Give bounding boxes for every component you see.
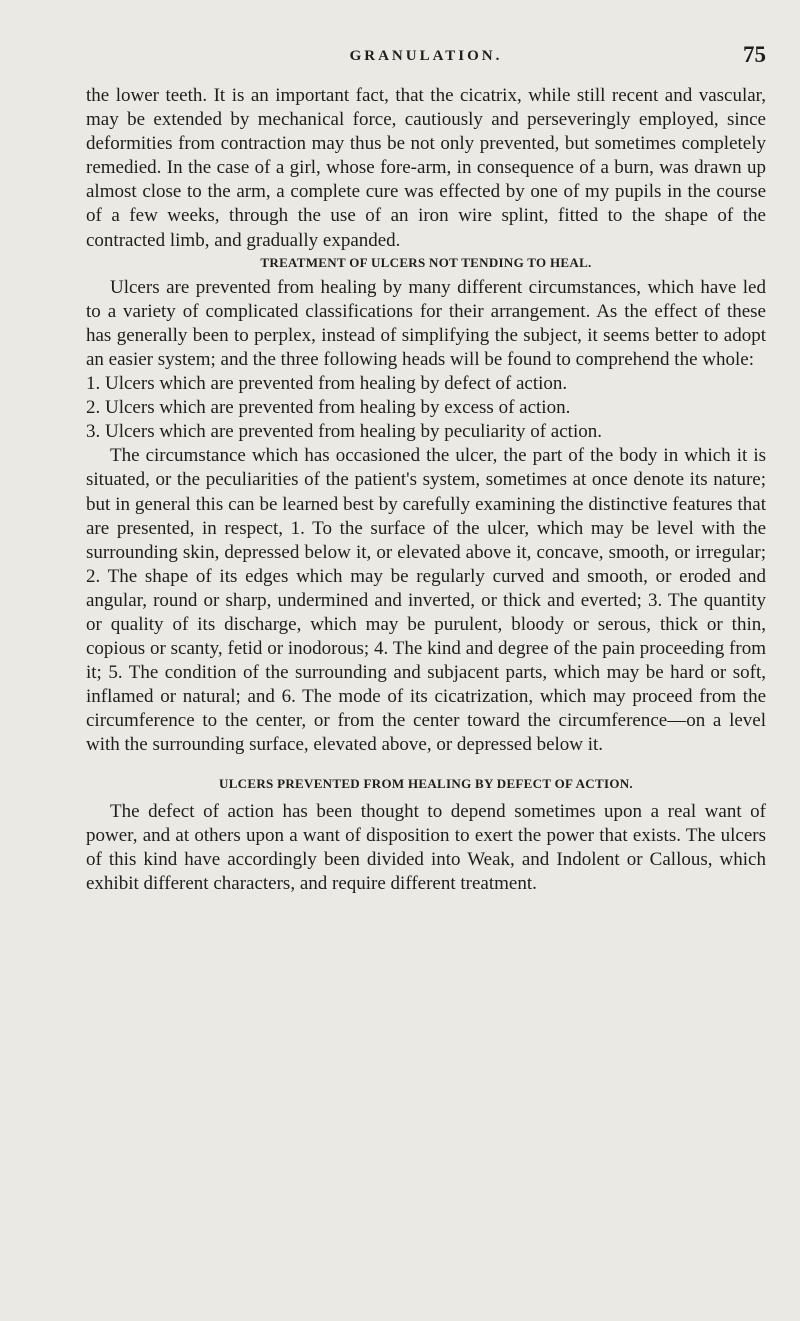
running-title: GRANULATION. [349, 48, 503, 64]
list-item: 3. Ulcers which are prevented from healing by peculiarity of action. [86, 421, 602, 443]
paragraph: Ulcers are prevented from healing by many different circumstances, which have led to a variety of complicated classifications for their arrangement. As the effect of these has generally been to perplex, instead of simplifying the subject, it seems better to adopt an easier system; and the three following heads will be found to comprehend the whole: [86, 276, 766, 370]
paragraph: the lower teeth. It is an important fact, that the cicatrix, while still recent and vascular, may be extended by mechanical force, cautiously and perseveringly employed, since deformities from contraction may thus be not only prevented, but sometimes completely remedied. In the case of a girl, whose fore-arm, in consequence of a burn, was drawn up almost close to the arm, a complete cure was effected by one of my pupils in the course of a few weeks, through the use of an iron wire splint, fitted to the shape of the contracted limb, and gradually expanded. [86, 85, 766, 251]
running-head [86, 40, 766, 72]
paragraph: The defect of action has been thought to depend sometimes upon a real want of power, and at others upon a want of disposition to exert the power that exists. The ulcers of this kind have accordingly been divided into Weak, and Indolent or Callous, which exhibit different characters, and require different treatment. [86, 800, 766, 894]
page-number: 75 [743, 42, 766, 67]
section-heading: ULCERS PREVENTED FROM HEALING BY DEFECT OF ACTION. [219, 775, 633, 791]
text-body [86, 84, 766, 896]
paragraph: The circumstance which has occasioned the ulcer, the part of the body in which it is situated, or the peculiarities of the patient's system, sometimes at once denote its nature; but in general this can be learned best by carefully examining the distinctive features that are presented, in respect, 1. To the surface of the ulcer, which may be level with the surrounding skin, depressed below it, or elevated above it, concave, smooth, or irregular; 2. The shape of its edges which may be regularly curved and smooth, or eroded and angular, round or sharp, undermined and inverted, or thick and everted; 3. The quantity or quality of its discharge, which may be purulent, bloody or serous, thick or thin, copious or scanty, fetid or inodorous; 4. The kind and degree of the pain proceeding from it; 5. The condition of the surrounding and subjacent parts, which may be hard or soft, inflamed or natural; and 6. The mode of its cicatrization, which may proceed from the circumference to the center, or from the center toward the circumference—on a level with the surrounding surface, elevated above, or depressed below it. [86, 445, 766, 756]
section-heading: TREATMENT OF ULCERS NOT TENDING TO HEAL. [260, 254, 592, 270]
list-item: 1. Ulcers which are prevented from healing by defect of action. [86, 373, 568, 395]
list-item: 2. Ulcers which are prevented from healing by excess of action. [86, 397, 571, 419]
